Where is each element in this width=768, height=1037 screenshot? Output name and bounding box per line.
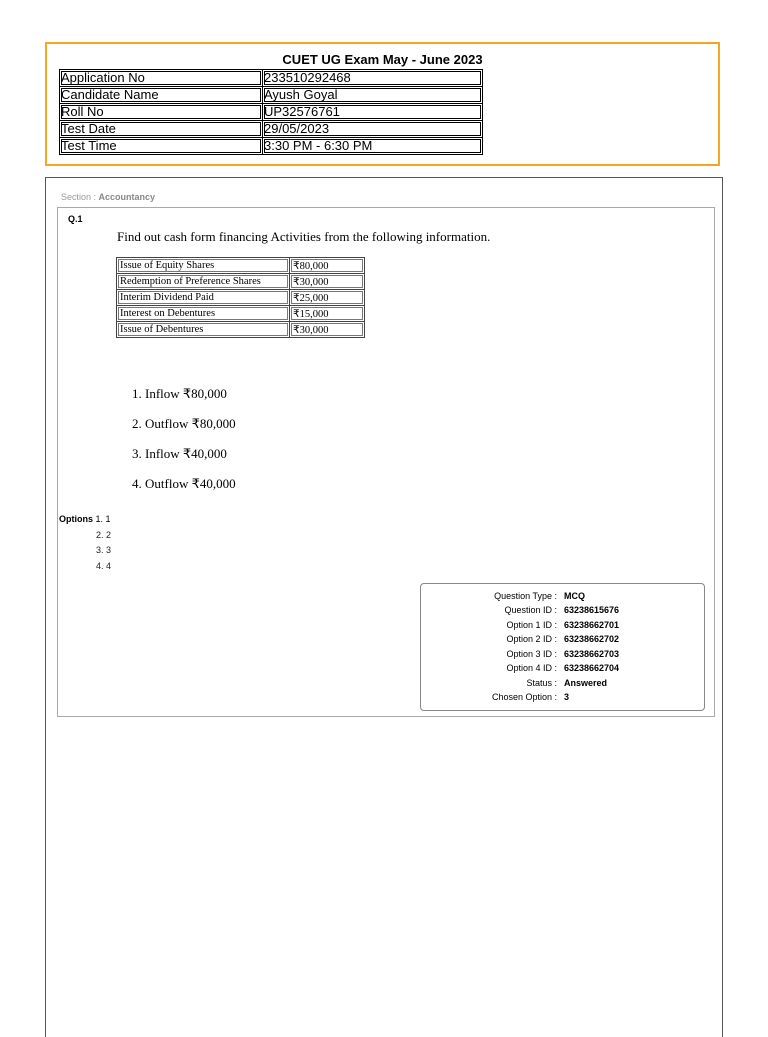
choice-4: 4. Outflow ₹40,000	[132, 476, 236, 491]
info-value: UP32576761	[263, 104, 483, 121]
question-frame	[45, 177, 723, 1037]
meta-value: 63238662703	[564, 649, 620, 659]
table-row	[117, 258, 365, 274]
options-list	[59, 514, 111, 524]
info-value: Ayush Goyal	[263, 87, 483, 104]
table-row	[60, 70, 483, 87]
question-data-table	[116, 257, 365, 338]
meta-label: Chosen Option :	[491, 692, 557, 702]
meta-value: MCQ	[564, 591, 585, 601]
table-row	[117, 290, 365, 306]
item-cell: Issue of Debentures	[117, 322, 290, 338]
amount-cell: ₹25,000	[290, 290, 365, 306]
table-row	[117, 322, 365, 338]
option-item: 4. 4	[96, 561, 112, 571]
meta-label: Option 3 ID :	[506, 649, 557, 659]
amount-cell: ₹80,000	[290, 258, 365, 274]
meta-value: 63238662702	[564, 634, 620, 644]
option-item: 1. 1	[95, 514, 111, 524]
meta-label: Question ID :	[504, 605, 557, 615]
options-label: Options	[59, 514, 93, 524]
option-item: 3. 3	[96, 545, 112, 555]
question-text: Find out cash form financing Activities from the following information.	[117, 229, 491, 244]
question-meta-box	[420, 583, 705, 711]
choice-2: 2. Outflow ₹80,000	[132, 416, 236, 431]
candidate-header	[45, 42, 720, 166]
info-label: Test Date	[60, 121, 263, 138]
meta-value: 63238662704	[564, 663, 620, 673]
candidate-info-table	[59, 69, 483, 155]
amount-cell: ₹30,000	[290, 274, 365, 290]
info-label: Roll No	[60, 104, 263, 121]
table-row	[117, 306, 365, 322]
meta-value: Answered	[564, 678, 608, 688]
item-cell: Interim Dividend Paid	[117, 290, 290, 306]
meta-label: Option 1 ID :	[506, 620, 557, 630]
exam-title: CUET UG Exam May - June 2023	[282, 52, 483, 67]
meta-label: Status :	[526, 678, 557, 688]
section-name: Accountancy	[98, 192, 156, 202]
option-item: 2. 2	[96, 530, 112, 540]
info-label: Application No	[60, 70, 263, 87]
info-value: 233510292468	[263, 70, 483, 87]
amount-cell: ₹30,000	[290, 322, 365, 338]
meta-value: 3	[564, 692, 570, 702]
item-cell: Interest on Debentures	[117, 306, 290, 322]
info-label: Test Time	[60, 138, 263, 155]
meta-label: Question Type :	[494, 591, 557, 601]
choice-3: 3. Inflow ₹40,000	[132, 446, 227, 461]
meta-label: Option 2 ID :	[506, 634, 557, 644]
meta-value: 63238662701	[564, 620, 620, 630]
meta-value: 63238615676	[564, 605, 620, 615]
info-value: 3:30 PM - 6:30 PM	[263, 138, 483, 155]
table-row	[117, 274, 365, 290]
table-row	[60, 121, 483, 138]
meta-label: Option 4 ID :	[506, 663, 557, 673]
table-row	[60, 87, 483, 104]
info-label: Candidate Name	[60, 87, 263, 104]
question-number: Q.1	[68, 214, 83, 224]
table-row	[60, 104, 483, 121]
info-value: 29/05/2023	[263, 121, 483, 138]
item-cell: Issue of Equity Shares	[117, 258, 290, 274]
amount-cell: ₹15,000	[290, 306, 365, 322]
choice-1: 1. Inflow ₹80,000	[132, 386, 227, 401]
item-cell: Redemption of Preference Shares	[117, 274, 290, 290]
section-label	[61, 192, 155, 202]
table-row	[60, 138, 483, 155]
section-prefix: Section :	[61, 192, 97, 202]
